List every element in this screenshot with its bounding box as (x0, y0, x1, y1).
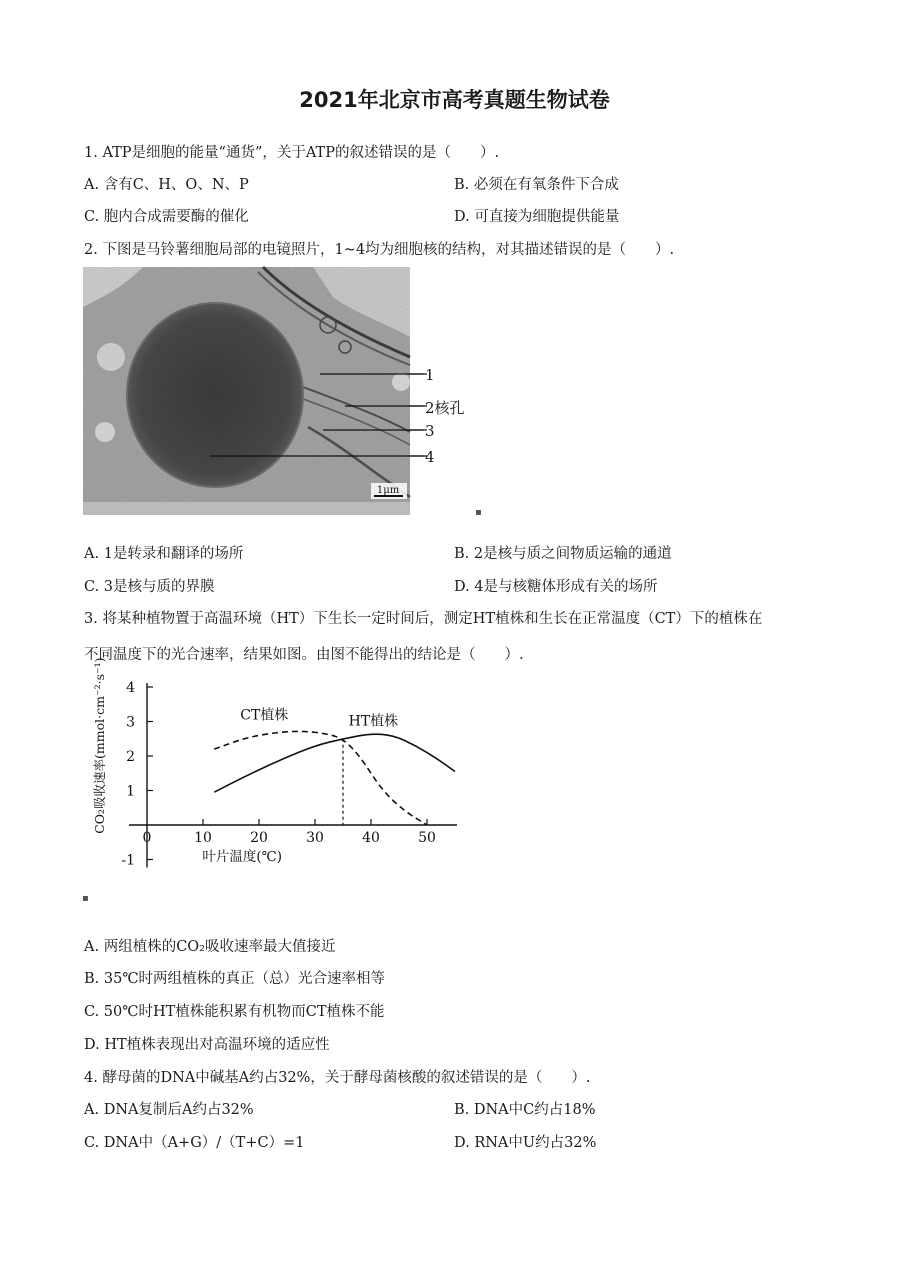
y-tick-label: 1 (126, 783, 135, 800)
photosynthesis-rate-chart (80, 657, 436, 877)
x-tick-label: 30 (306, 830, 324, 846)
question-1-option-d: D. 可直接为细胞提供能量 (454, 209, 620, 225)
y-tick-label: 3 (126, 714, 135, 731)
micrograph-label-2: 2核孔 (425, 399, 465, 417)
question-3-option-a: A. 两组植株的CO₂吸收速率最大值接近 (84, 939, 336, 955)
micrograph-label-3: 3 (425, 422, 435, 440)
x-tick-label: 40 (362, 830, 380, 846)
x-tick-label: 10 (194, 830, 212, 846)
question-2-option-a: A. 1是转录和翻译的场所 (84, 546, 244, 562)
question-2-stem: 2. 下图是马铃薯细胞局部的电镜照片，1~4均为细胞核的结构，对其描述错误的是（ ）. (84, 242, 675, 258)
question-1-option-a: A. 含有C、H、O、N、P (84, 177, 249, 193)
question-1-stem: 1. ATP是细胞的能量“通货”，关于ATP的叙述错误的是（ ）. (84, 145, 500, 161)
page-title: 2021年北京市高考真题生物试卷 (299, 88, 610, 112)
electron-micrograph-figure (83, 267, 410, 515)
series-label-ct: CT植株 (240, 707, 289, 724)
micrograph-label-4: 4 (425, 448, 435, 466)
y-tick-label: 4 (126, 680, 135, 696)
question-2-option-c: C. 3是核与质的界膜 (84, 579, 215, 595)
question-4-option-d: D. RNA中U约占32% (454, 1135, 597, 1151)
y-axis-label: CO₂吸收速率(mmol·cm⁻²·s⁻¹) (92, 657, 107, 834)
x-tick-label: 0 (142, 830, 152, 846)
question-4-option-b: B. DNA中C约占18% (454, 1102, 596, 1118)
micrograph-label-1: 1 (425, 366, 435, 384)
x-tick-label: 20 (250, 830, 268, 846)
series-line-ht (214, 734, 455, 792)
y-tick-label: 2 (126, 749, 135, 765)
question-3-stem-line-2: 不同温度下的光合速率，结果如图。由图不能得出的结论是（ ）. (84, 647, 524, 663)
y-tick-label: -1 (121, 852, 135, 869)
chart-svg (80, 657, 436, 877)
series-line-ct (214, 731, 427, 825)
series-label-ht: HT植株 (348, 713, 399, 730)
question-3-option-b: B. 35℃时两组植株的真正（总）光合速率相等 (84, 971, 386, 987)
paragraph-mark: ▪ (82, 893, 89, 904)
question-4-option-c: C. DNA中（A+G）/（T+C）=1 (84, 1135, 305, 1151)
scale-bar-label: 1μm (376, 485, 400, 496)
paragraph-mark: ▪ (475, 507, 482, 518)
micrograph-annotations (83, 267, 410, 515)
question-4-option-a: A. DNA复制后A约占32% (84, 1102, 254, 1118)
question-2-option-b: B. 2是核与质之间物质运输的通道 (454, 546, 672, 562)
x-tick-label: 50 (418, 830, 436, 846)
question-3-option-d: D. HT植株表现出对高温环境的适应性 (84, 1037, 330, 1053)
question-1-option-b: B. 必须在有氧条件下合成 (454, 177, 619, 193)
question-3-stem-line-1: 3. 将某种植物置于高温环境（HT）下生长一定时间后，测定HT植株和生长在正常温度（CT）下的植株在 (84, 611, 763, 627)
question-2-option-d: D. 4是与核糖体形成有关的场所 (454, 579, 658, 595)
question-3-option-c: C. 50℃时HT植株能积累有机物而CT植株不能 (84, 1004, 385, 1020)
x-axis-label: 叶片温度(℃) (202, 849, 283, 865)
question-1-option-c: C. 胞内合成需要酶的催化 (84, 209, 249, 225)
label-line-extensions (409, 370, 429, 460)
question-4-stem: 4. 酵母菌的DNA中碱基A约占32%，关于酵母菌核酸的叙述错误的是（ ）. (84, 1070, 591, 1086)
